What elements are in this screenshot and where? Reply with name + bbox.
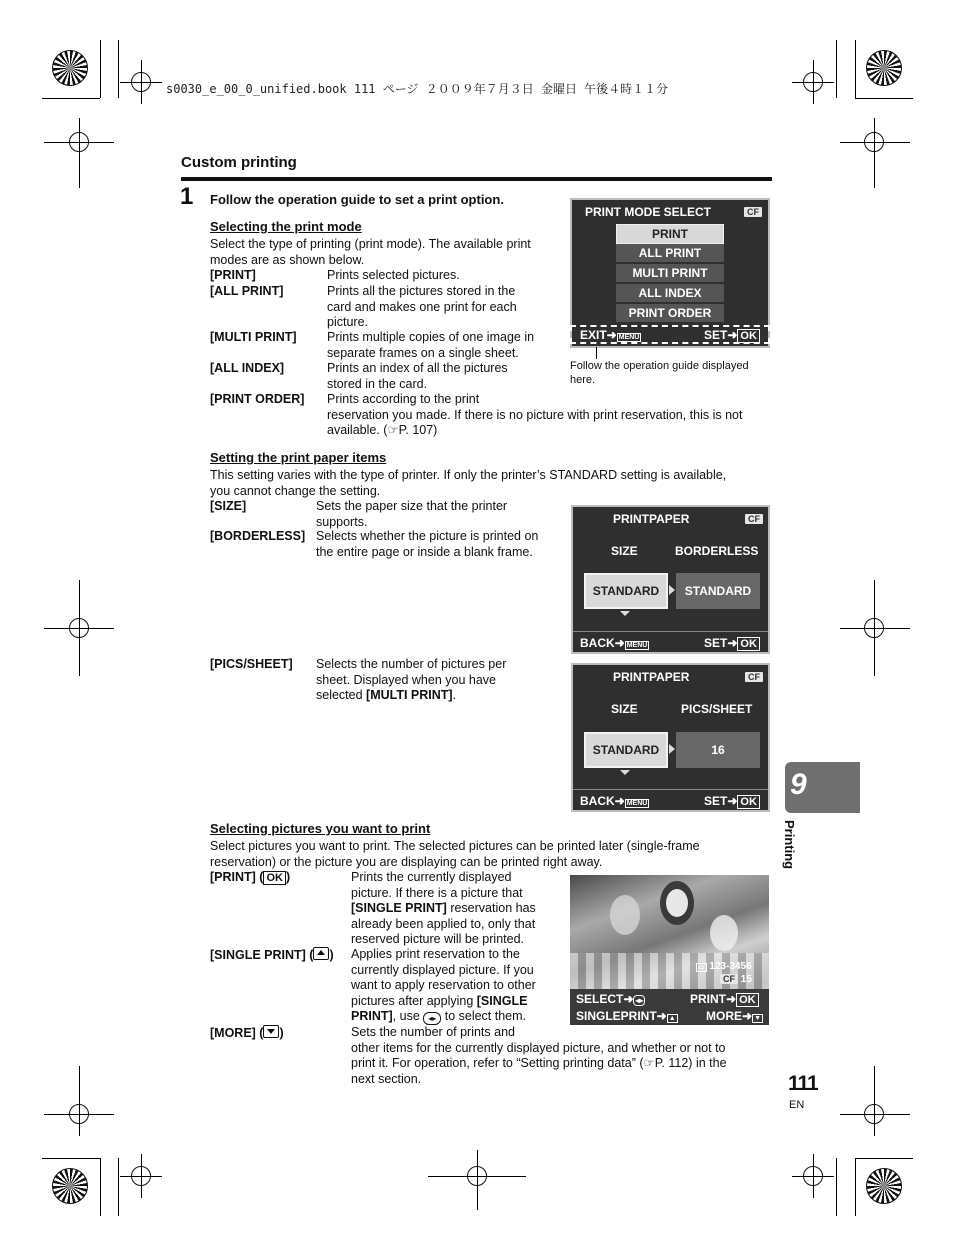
pics-sheet-term: [PICS/SHEET] [210,657,293,671]
borderless-column-label: BORDERLESS [675,544,759,558]
registration-mark-icon [866,1168,902,1204]
step-number: 1 [180,183,194,210]
cf-card-icon: CF [745,514,763,524]
print-mode-definition: Prints an index of all the pictures stored in the card. [327,361,508,391]
menu-item-all-print[interactable]: ALL PRINT [616,244,724,264]
more-term: [MORE] ( ) [210,1026,284,1040]
menu-button-icon: MENU [618,334,640,341]
arrow-down-icon [620,770,630,775]
size-term: [SIZE] [210,499,247,513]
print-mode-definition: Prints all the pictures stored in the card and makes one print for each picture. [327,284,517,330]
pics-sheet-definition: Selects the number of pictures per sheet. Displayed when you have selected [MULTI PRINT]. [316,657,507,703]
guide-caption: Follow the operation guide displayed here. [570,360,749,386]
size-value-standard[interactable]: STANDARD [584,573,668,609]
size-definition: Sets the paper size that the printer supports. [316,499,508,529]
print-mode-term: [ALL PRINT] [210,284,284,298]
down-button-icon: ▼ [754,1015,761,1022]
pics-sheet-column-label: PICS/SHEET [681,702,753,716]
exit-hint: EXIT➜ MENU [580,328,640,342]
ok-button-icon: OK [263,871,286,885]
registration-mark-icon [866,50,902,86]
borderless-value-standard[interactable]: STANDARD [676,573,760,609]
arrow-down-icon [620,611,630,616]
select-heading: Selecting pictures you want to print [210,821,431,836]
chapter-number: 9 [790,768,807,801]
ok-button-icon: OK [737,795,760,809]
screen-footer-divider [573,631,768,632]
single-print-definition: Applies print reservation to the currently displayed picture. If you want to apply reservation to other pictures after applying [SINGLE PRINT], use ◂▸ to select them. [351,947,536,1024]
size-column-label: SIZE [611,544,638,558]
more-hint: MORE➜ ▼ [706,1009,761,1023]
back-hint: BACK➜ MENU [580,636,648,650]
cf-card-icon: CF [745,672,763,682]
size-column-label: SIZE [611,702,638,716]
set-hint: SET➜ OK [704,794,760,808]
print-ok-definition: Prints the currently displayed picture. If there is a picture that [SINGLE PRINT] reservation has already been applied to, only that reserved picture will be printed. [351,870,536,947]
set-hint: SET➜ OK [704,636,760,650]
print-mode-term: [MULTI PRINT] [210,330,297,344]
paper-intro: This setting varies with the type of printer. If only the printer’s STANDARD setting is available, you cannot change the setting. [210,468,727,498]
cf-card-icon: CF [720,974,738,984]
select-intro: Select pictures you want to print. The selected pictures can be printed later (single-frame reservation) or the picture you are displaying can be printed right away. [210,839,700,869]
ok-button-icon: OK [736,993,759,1007]
print-mode-select-screen [570,198,770,348]
menu-item-all-index[interactable]: ALL INDEX [616,284,724,304]
left-right-buttons-icon: ◂▸ [423,1012,441,1025]
screen-title: PRINT MODE SELECT [585,205,712,219]
screen-footer-divider [573,789,768,790]
chapter-tab [785,762,860,813]
screen-title: PRINTPAPER [613,670,690,684]
menu-button-icon: MENU [626,800,648,807]
file-header: s0030_e_00_0_unified.book 111 ページ ２００９年７月３日 金曜日 午後４時１１分 [166,82,669,96]
registration-mark-icon [52,1168,88,1204]
select-hint: SELECT➜ ◂▸ [576,992,644,1006]
arrow-right-icon [669,744,675,754]
print-mode-term: [PRINT ORDER] [210,392,305,406]
borderless-definition: Selects whether the picture is printed on the entire page or inside a blank frame. [316,529,539,559]
single-print-term: [SINGLE PRINT] ( ) [210,948,334,962]
photo-people [610,895,640,935]
language-code: EN [789,1099,805,1111]
printpaper-screen-pics-sheet [571,663,770,812]
print-mode-definition: Prints selected pictures. [327,268,460,282]
print-mode-definition: Prints according to the print reservation you made. If there is no picture with print reservation, this is not available. (☞P. 107) [327,392,743,438]
pics-sheet-value[interactable]: 16 [676,732,760,768]
print-mode-heading: Selecting the print mode [210,219,362,234]
print-mode-term: [PRINT] [210,268,256,282]
section-title: Custom printing [181,154,297,171]
card-icon: ▭ [698,964,705,971]
image-counter: ▭ 123-3456 [698,961,752,972]
print-mode-term: [ALL INDEX] [210,361,285,375]
ok-button-icon: OK [737,637,760,651]
up-button-icon: ▲ [668,1015,676,1022]
print-hint: PRINT➜ OK [690,992,759,1006]
menu-item-print-order[interactable]: PRINT ORDER [616,304,724,324]
singleprint-hint: SINGLEPRINT➜ ▲ [576,1009,676,1023]
borderless-term: [BORDERLESS] [210,529,306,543]
menu-button-icon: MENU [626,642,648,649]
ok-button-icon: OK [737,329,760,343]
print-mode-intro: Select the type of printing (print mode). The available print modes are as shown below. [210,237,531,267]
screen-title: PRINTPAPER [613,512,690,526]
cf-card-icon: CF [744,207,762,217]
arrow-right-icon [669,585,675,595]
set-hint: SET➜ OK [704,328,760,342]
back-hint: BACK➜ MENU [580,794,648,808]
print-mode-definition: Prints multiple copies of one image in separate frames on a single sheet. [327,330,535,360]
paper-heading: Setting the print paper items [210,450,387,465]
left-right-buttons-icon: ◂▸ [635,996,644,1005]
print-ok-term: [PRINT] ( OK ) [210,870,291,884]
printpaper-screen-borderless [571,505,770,654]
photo-screen-footer [570,989,769,1025]
more-definition: Sets the number of prints and other items for the currently displayed picture, and whether or not to print it. For operation, refer to “Setting printing data” (☞P. 112) in the next section. [351,1025,727,1086]
section-rule [181,177,772,181]
page-number: 111 [788,1072,818,1095]
chapter-label: Printing [782,820,797,870]
up-button-icon [313,947,329,960]
size-value-standard[interactable]: STANDARD [584,732,668,768]
registration-mark-icon [52,50,88,86]
menu-item-multi-print[interactable]: MULTI PRINT [616,264,724,284]
down-button-icon [263,1025,279,1038]
callout-line [596,347,597,359]
menu-item-print[interactable]: PRINT [616,224,724,244]
cf-count: CF 15 [720,974,752,985]
step-text: Follow the operation guide to set a print option. [210,192,504,207]
playback-photo-screen [570,875,769,1025]
